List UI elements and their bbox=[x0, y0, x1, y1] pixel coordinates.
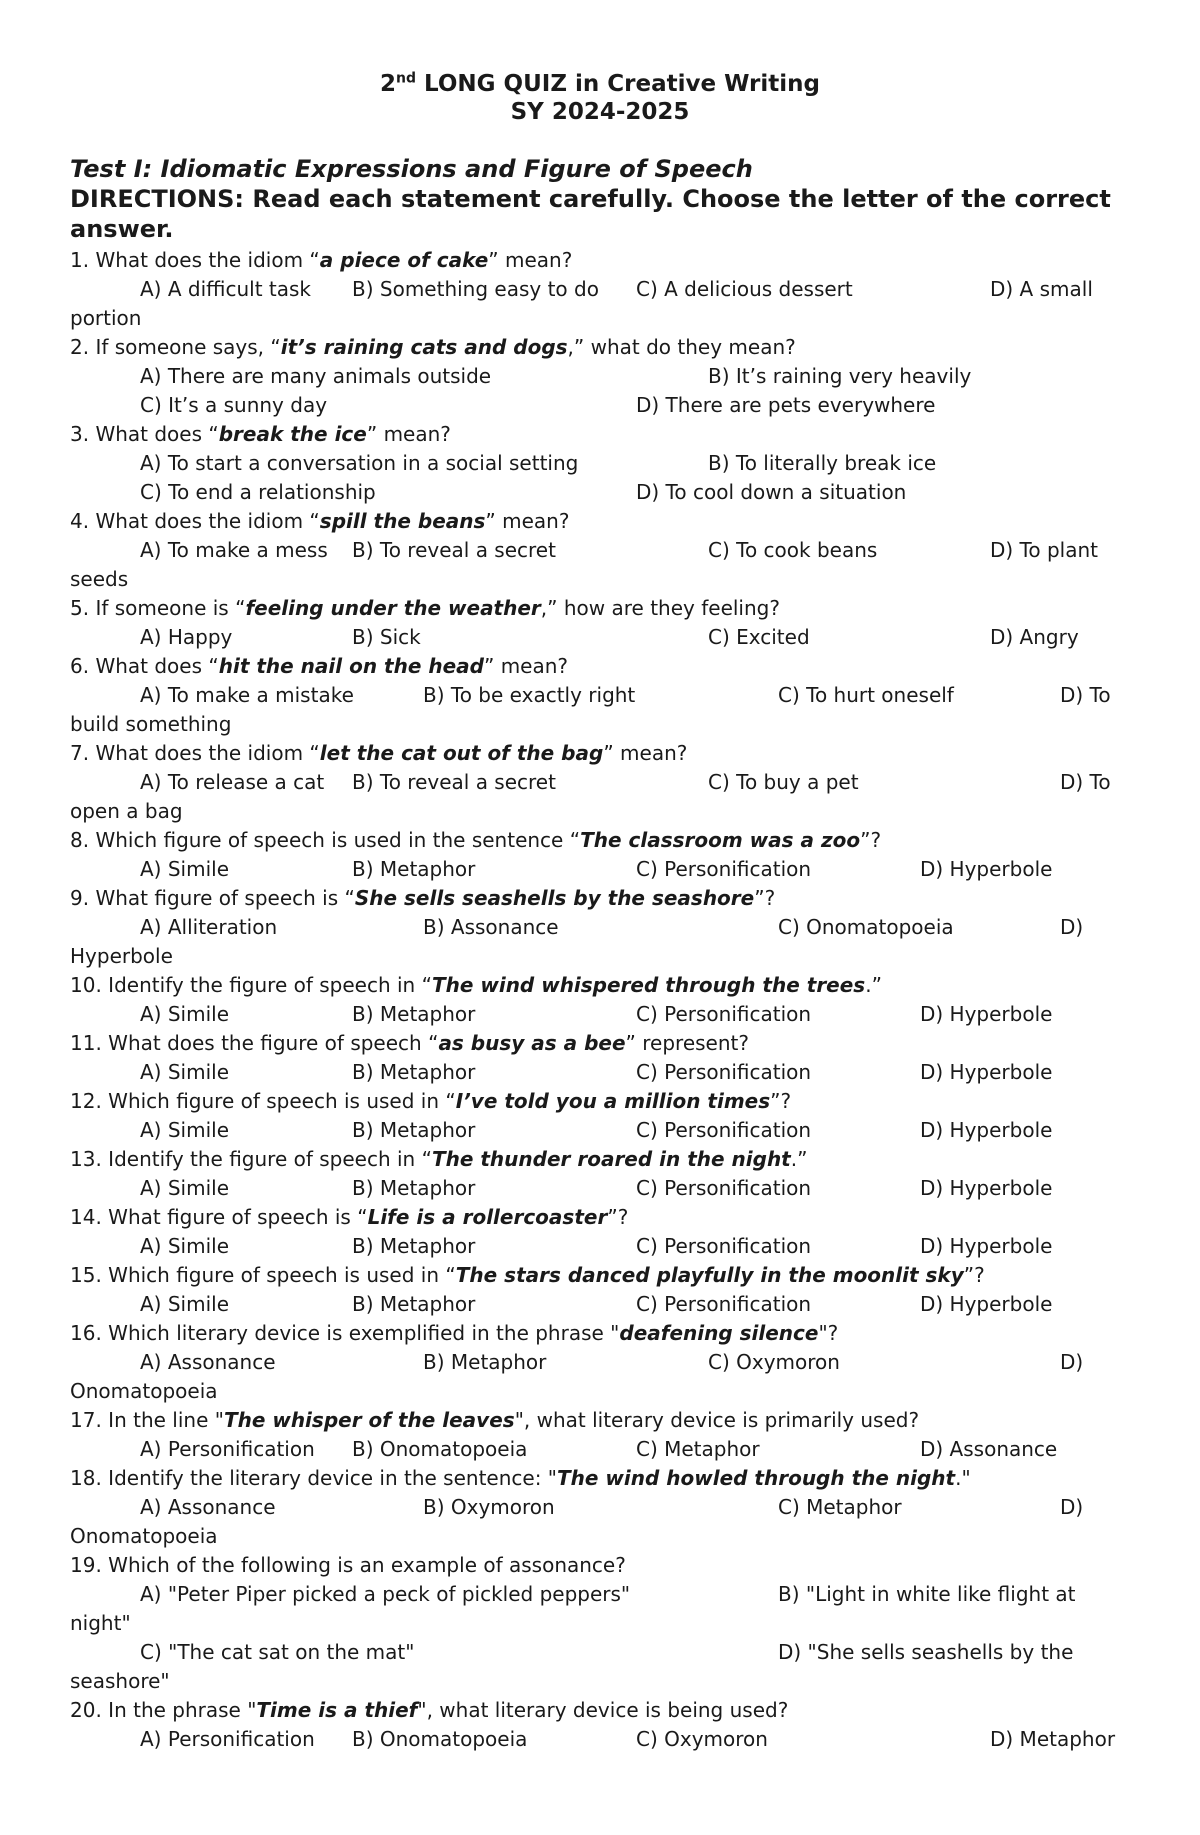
option-d: D) There are pets everywhere bbox=[636, 393, 936, 417]
option-a: A) "Peter Piper picked a peck of pickled peppers" bbox=[140, 1582, 631, 1606]
question-text: ”? bbox=[607, 1205, 629, 1229]
option-wrap: open a bag bbox=[70, 799, 183, 823]
question-phrase: I’ve told you a million times bbox=[455, 1089, 771, 1113]
question-text: 13. Identify the figure of speech in “ bbox=[70, 1147, 432, 1171]
option-d: D) Hyperbole bbox=[920, 1176, 1053, 1200]
option-a: A) To make a mistake bbox=[140, 683, 354, 707]
question-text: ” mean? bbox=[488, 248, 573, 272]
question-phrase: The stars danced playfully in the moonlit sky bbox=[455, 1263, 964, 1287]
option-c: C) To end a relationship bbox=[140, 480, 376, 504]
option-c: C) To hurt oneself bbox=[778, 683, 954, 707]
question-text: ”? bbox=[860, 828, 882, 852]
option-d: D) Hyperbole bbox=[920, 1002, 1053, 1026]
option-a: A) Simile bbox=[140, 1234, 229, 1258]
question-16 bbox=[70, 1319, 838, 1347]
option-b: B) Metaphor bbox=[352, 1060, 476, 1084]
quiz-title bbox=[0, 70, 1200, 98]
option-c: C) Personification bbox=[636, 857, 812, 881]
option-a: A) Assonance bbox=[140, 1495, 276, 1519]
option-c: C) It’s a sunny day bbox=[140, 393, 328, 417]
question-15 bbox=[70, 1261, 985, 1289]
question-text: ” represent? bbox=[625, 1031, 749, 1055]
option-a: A) Simile bbox=[140, 1118, 229, 1142]
option-c: C) A delicious dessert bbox=[636, 277, 853, 301]
option-wrap: seashore" bbox=[70, 1669, 170, 1693]
option-b: B) Metaphor bbox=[352, 1292, 476, 1316]
option-d: D) Hyperbole bbox=[920, 1060, 1053, 1084]
question-text: ." bbox=[955, 1466, 971, 1490]
option-b: B) "Light in white like flight at bbox=[778, 1582, 1076, 1606]
option-b: B) Metaphor bbox=[352, 1002, 476, 1026]
question-phrase: The wind whispered through the trees bbox=[431, 973, 866, 997]
option-a: A) Simile bbox=[140, 1002, 229, 1026]
question-text: 20. In the phrase " bbox=[70, 1698, 257, 1722]
question-text: 4. What does the idiom “ bbox=[70, 509, 320, 533]
question-1 bbox=[70, 246, 572, 274]
option-d: D) bbox=[1060, 915, 1084, 939]
question-text: ”? bbox=[770, 1089, 792, 1113]
option-d: D) To bbox=[1060, 770, 1111, 794]
option-a: A) To start a conversation in a social setting bbox=[140, 451, 579, 475]
question-phrase: She sells seashells by the seashore bbox=[354, 886, 755, 910]
option-wrap: Hyperbole bbox=[70, 944, 173, 968]
school-year: SY 2024-2025 bbox=[510, 99, 690, 125]
option-a: A) Simile bbox=[140, 857, 229, 881]
option-c: C) Oxymoron bbox=[636, 1727, 768, 1751]
option-b: B) Onomatopoeia bbox=[352, 1727, 528, 1751]
option-c: C) Onomatopoeia bbox=[778, 915, 954, 939]
directions-line-1: DIRECTIONS: Read each statement carefully. Choose the letter of the correct bbox=[70, 185, 1111, 213]
option-wrap: seeds bbox=[70, 567, 129, 591]
question-18 bbox=[70, 1464, 971, 1492]
question-8 bbox=[70, 826, 881, 854]
question-text: 8. Which figure of speech is used in the sentence “ bbox=[70, 828, 581, 852]
question-20 bbox=[70, 1696, 788, 1724]
option-a: A) Personification bbox=[140, 1727, 315, 1751]
option-a: A) There are many animals outside bbox=[140, 364, 492, 388]
question-phrase: a piece of cake bbox=[319, 248, 489, 272]
question-phrase: break the ice bbox=[218, 422, 367, 446]
question-4 bbox=[70, 507, 569, 535]
option-d: D) Hyperbole bbox=[920, 857, 1053, 881]
question-phrase: Time is a thief bbox=[256, 1698, 418, 1722]
question-text: "? bbox=[818, 1321, 839, 1345]
option-c: C) "The cat sat on the mat" bbox=[140, 1640, 415, 1664]
question-text: ", what literary device is being used? bbox=[417, 1698, 789, 1722]
option-b: B) Sick bbox=[352, 625, 421, 649]
option-a: A) Assonance bbox=[140, 1350, 276, 1374]
option-a: A) Simile bbox=[140, 1292, 229, 1316]
option-d: D) To plant bbox=[990, 538, 1098, 562]
option-d: D) Hyperbole bbox=[920, 1292, 1053, 1316]
option-d: D) bbox=[1060, 1350, 1084, 1374]
option-c: C) Metaphor bbox=[636, 1437, 760, 1461]
option-c: C) Personification bbox=[636, 1060, 812, 1084]
question-text: 9. What figure of speech is “ bbox=[70, 886, 355, 910]
option-b: B) To literally break ice bbox=[708, 451, 937, 475]
question-text: 12. Which figure of speech is used in “ bbox=[70, 1089, 456, 1113]
question-phrase: The whisper of the leaves bbox=[223, 1408, 515, 1432]
option-c: C) Personification bbox=[636, 1002, 812, 1026]
question-text: 5. If someone is “ bbox=[70, 596, 246, 620]
question-text: 7. What does the idiom “ bbox=[70, 741, 320, 765]
option-b: B) Oxymoron bbox=[423, 1495, 555, 1519]
question-text: ” mean? bbox=[483, 654, 569, 678]
question-phrase: hit the nail on the head bbox=[218, 654, 484, 678]
question-text: 14. What figure of speech is “ bbox=[70, 1205, 368, 1229]
question-11 bbox=[70, 1029, 749, 1057]
option-a: A) Simile bbox=[140, 1176, 229, 1200]
question-17 bbox=[70, 1406, 919, 1434]
option-d: D) bbox=[1060, 1495, 1084, 1519]
option-d: D) To bbox=[1060, 683, 1111, 707]
option-c: C) Personification bbox=[636, 1234, 812, 1258]
question-phrase: The thunder roared in the night bbox=[431, 1147, 791, 1171]
option-a: A) Simile bbox=[140, 1060, 229, 1084]
option-d: D) To cool down a situation bbox=[636, 480, 907, 504]
question-13 bbox=[70, 1145, 807, 1173]
question-9 bbox=[70, 884, 775, 912]
question-text: 2. If someone says, “ bbox=[70, 335, 281, 359]
option-a: A) To make a mess bbox=[140, 538, 328, 562]
option-a: A) Happy bbox=[140, 625, 233, 649]
option-b: B) Metaphor bbox=[352, 857, 476, 881]
option-c: C) Personification bbox=[636, 1292, 812, 1316]
option-a: A) Personification bbox=[140, 1437, 315, 1461]
option-b: B) To be exactly right bbox=[423, 683, 636, 707]
option-d: D) Angry bbox=[990, 625, 1079, 649]
question-text: ” mean? bbox=[603, 741, 688, 765]
title-ordinal-suffix: nd bbox=[396, 70, 416, 87]
option-wrap: night" bbox=[70, 1611, 131, 1635]
title-ordinal: 2 bbox=[379, 71, 396, 97]
question-phrase: as busy as a bee bbox=[438, 1031, 626, 1055]
option-b: B) To reveal a secret bbox=[352, 770, 556, 794]
option-d: D) Hyperbole bbox=[920, 1118, 1053, 1142]
question-text: 11. What does the figure of speech “ bbox=[70, 1031, 439, 1055]
question-text: ” mean? bbox=[366, 422, 451, 446]
question-text: 1. What does the idiom “ bbox=[70, 248, 320, 272]
question-6 bbox=[70, 652, 568, 680]
option-b: B) Onomatopoeia bbox=[352, 1437, 528, 1461]
question-phrase: The wind howled through the night bbox=[557, 1466, 956, 1490]
question-phrase: it’s raining cats and dogs bbox=[280, 335, 568, 359]
option-b: B) Metaphor bbox=[352, 1234, 476, 1258]
option-c: C) Metaphor bbox=[778, 1495, 902, 1519]
option-b: B) To reveal a secret bbox=[352, 538, 556, 562]
option-b: B) Metaphor bbox=[423, 1350, 547, 1374]
option-a: A) A difficult task bbox=[140, 277, 311, 301]
option-b: B) Metaphor bbox=[352, 1118, 476, 1142]
question-text: 3. What does “ bbox=[70, 422, 219, 446]
option-wrap: build something bbox=[70, 712, 232, 736]
question-12 bbox=[70, 1087, 791, 1115]
option-b: B) It’s raining very heavily bbox=[708, 364, 972, 388]
question-phrase: The classroom was a zoo bbox=[580, 828, 861, 852]
option-c: C) To cook beans bbox=[708, 538, 878, 562]
test-title: Test I: Idiomatic Expressions and Figure of Speech bbox=[70, 155, 753, 183]
question-14 bbox=[70, 1203, 628, 1231]
question-text: ”? bbox=[963, 1263, 985, 1287]
question-phrase: feeling under the weather bbox=[245, 596, 541, 620]
option-d: D) "She sells seashells by the bbox=[778, 1640, 1074, 1664]
question-19: 19. Which of the following is an example of assonance? bbox=[70, 1553, 626, 1577]
option-c: C) Personification bbox=[636, 1176, 812, 1200]
option-b: B) Metaphor bbox=[352, 1176, 476, 1200]
question-7 bbox=[70, 739, 687, 767]
question-text: ” mean? bbox=[485, 509, 570, 533]
question-text: ,” how are they feeling? bbox=[540, 596, 780, 620]
option-a: A) To release a cat bbox=[140, 770, 325, 794]
question-text: .” bbox=[865, 973, 882, 997]
question-phrase: let the cat out of the bag bbox=[319, 741, 604, 765]
option-b: B) Something easy to do bbox=[352, 277, 599, 301]
question-text: 16. Which literary device is exemplified in the phrase " bbox=[70, 1321, 620, 1345]
option-d: D) Metaphor bbox=[990, 1727, 1116, 1751]
option-d: D) Hyperbole bbox=[920, 1234, 1053, 1258]
question-text: ", what literary device is primarily used? bbox=[514, 1408, 920, 1432]
question-3 bbox=[70, 420, 451, 448]
question-10 bbox=[70, 971, 882, 999]
question-text: ,” what do they mean? bbox=[567, 335, 796, 359]
option-c: C) Personification bbox=[636, 1118, 812, 1142]
option-wrap: portion bbox=[70, 306, 142, 330]
directions-line-2: answer. bbox=[70, 215, 174, 243]
question-phrase: spill the beans bbox=[319, 509, 486, 533]
option-a: A) Alliteration bbox=[140, 915, 278, 939]
title-text: LONG QUIZ in Creative Writing bbox=[416, 71, 820, 97]
option-d: D) Assonance bbox=[920, 1437, 1058, 1461]
question-text: 17. In the line " bbox=[70, 1408, 224, 1432]
question-text: .” bbox=[790, 1147, 808, 1171]
question-2 bbox=[70, 333, 796, 361]
question-text: 15. Which figure of speech is used in “ bbox=[70, 1263, 456, 1287]
option-d: D) A small bbox=[990, 277, 1093, 301]
question-5 bbox=[70, 594, 780, 622]
question-phrase: deafening silence bbox=[619, 1321, 819, 1345]
option-c: C) To buy a pet bbox=[708, 770, 859, 794]
option-b: B) Assonance bbox=[423, 915, 559, 939]
question-text: 10. Identify the figure of speech in “ bbox=[70, 973, 432, 997]
option-wrap: Onomatopoeia bbox=[70, 1379, 218, 1403]
question-text: 6. What does “ bbox=[70, 654, 219, 678]
question-phrase: Life is a rollercoaster bbox=[367, 1205, 608, 1229]
option-c: C) Excited bbox=[708, 625, 810, 649]
question-text: 18. Identify the literary device in the sentence: " bbox=[70, 1466, 557, 1490]
option-wrap: Onomatopoeia bbox=[70, 1524, 218, 1548]
question-text: ”? bbox=[754, 886, 776, 910]
option-c: C) Oxymoron bbox=[708, 1350, 840, 1374]
